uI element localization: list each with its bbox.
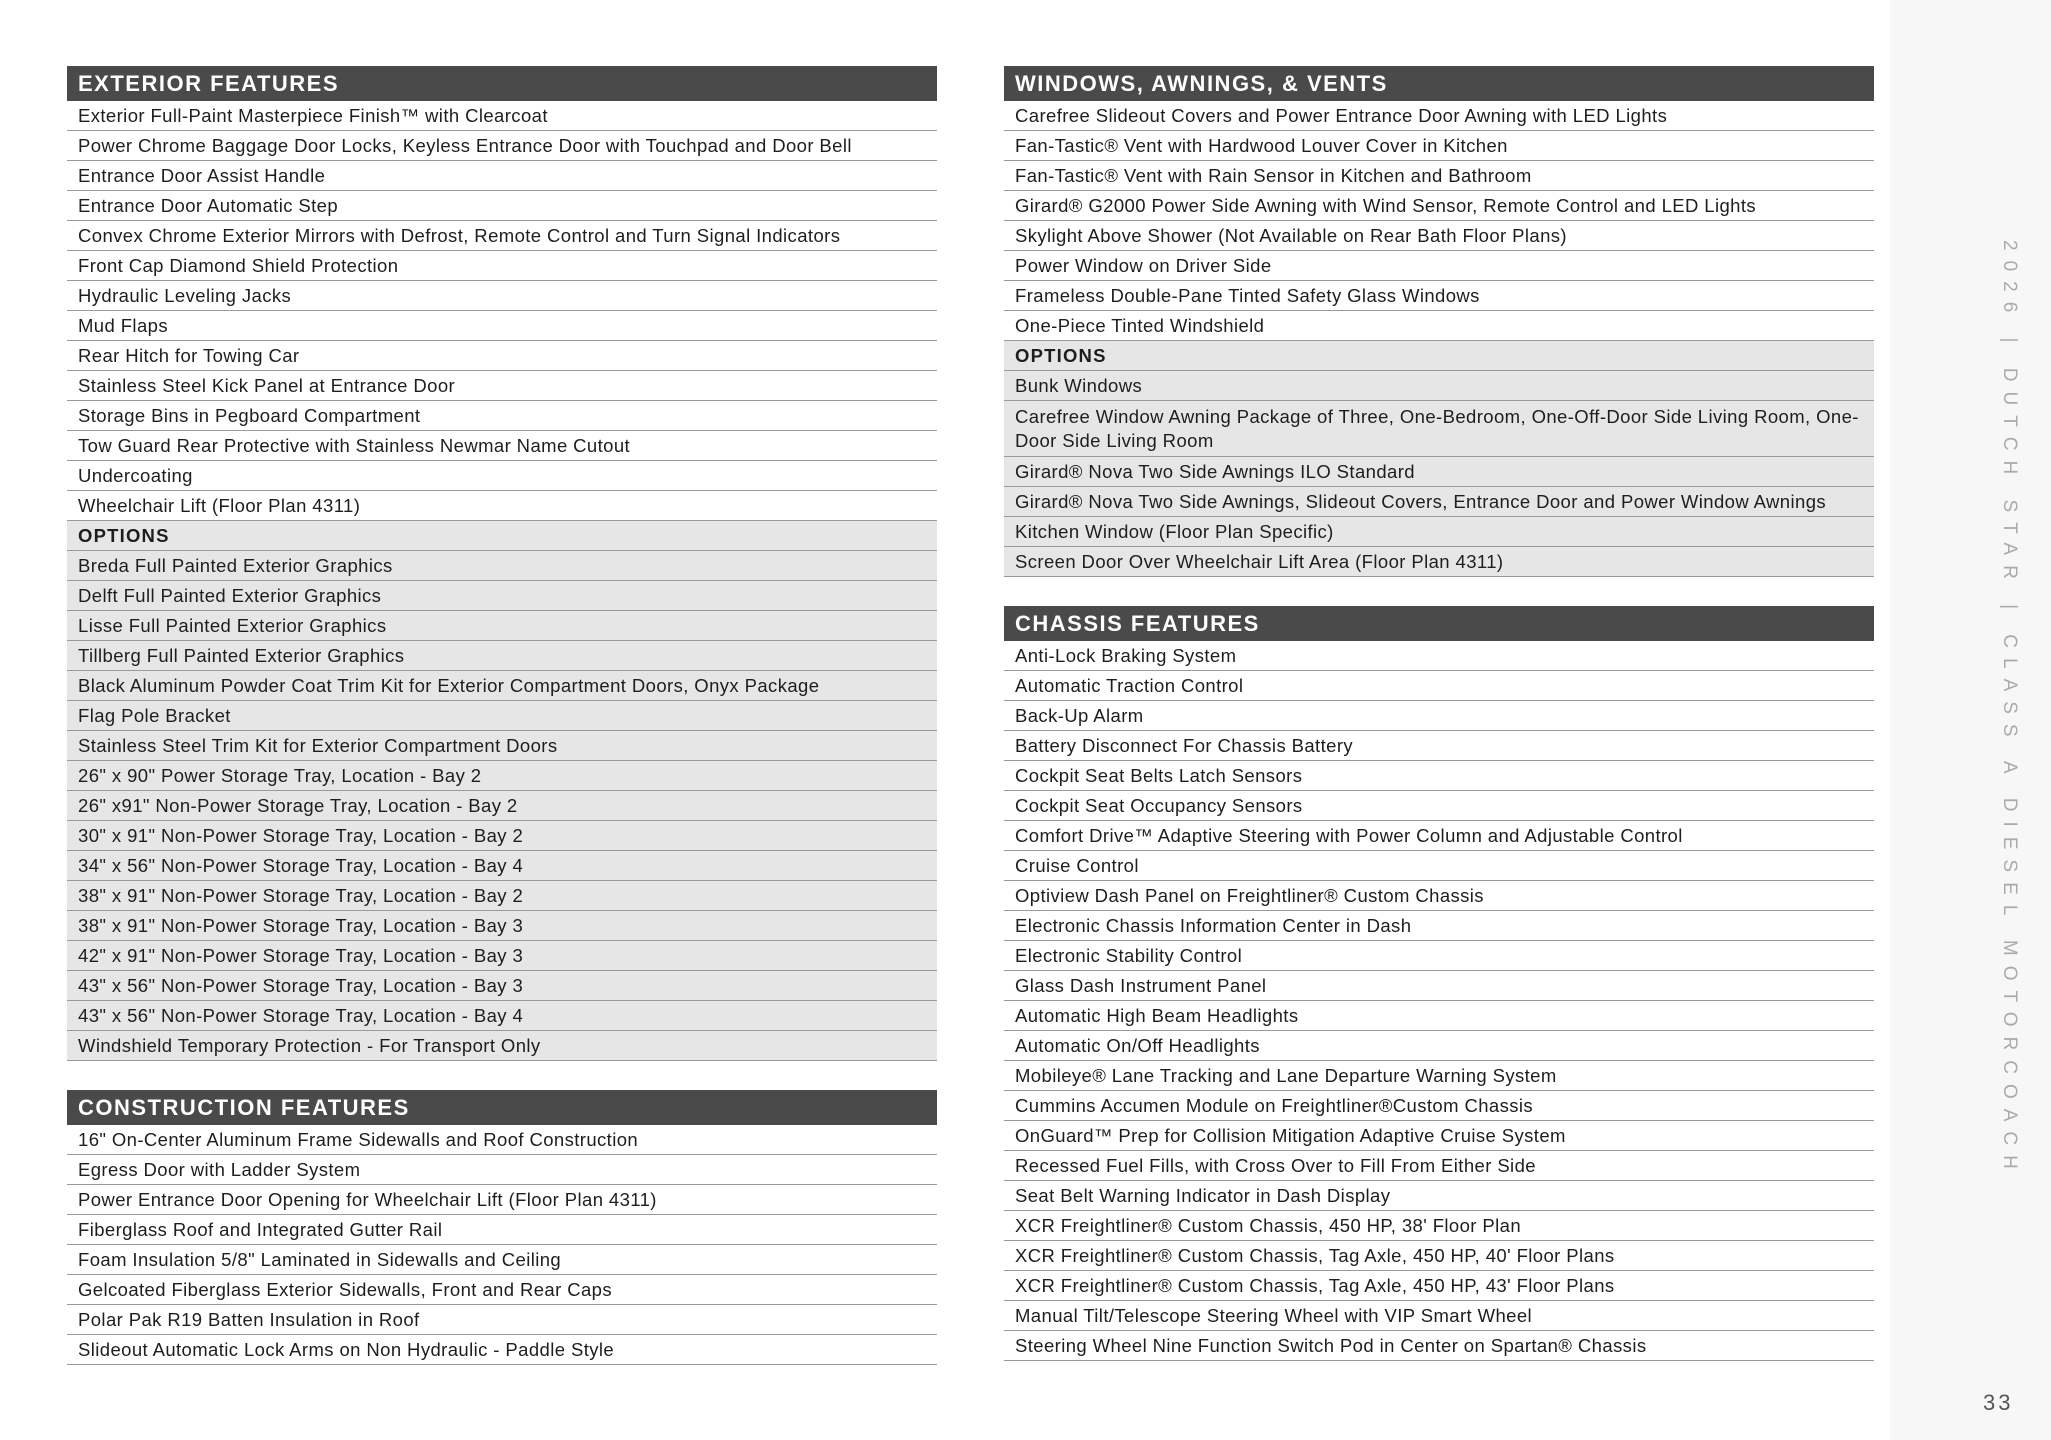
page-number: 33 [1983,1390,2014,1415]
windows-awnings-vents-heading: WINDOWS, AWNINGS, & VENTS [1004,66,1874,101]
feature-item: Entrance Door Automatic Step [67,191,937,221]
feature-item: Back-Up Alarm [1004,701,1874,731]
feature-item: 30" x 91" Non-Power Storage Tray, Location - Bay 2 [67,821,937,851]
exterior-features-heading: EXTERIOR FEATURES [67,66,937,101]
feature-item: Skylight Above Shower (Not Available on Rear Bath Floor Plans) [1004,221,1874,251]
construction-features-list [67,1125,937,1365]
feature-item: Girard® Nova Two Side Awnings ILO Standard [1004,457,1874,487]
feature-item: Anti-Lock Braking System [1004,641,1874,671]
feature-item: Girard® G2000 Power Side Awning with Wind Sensor, Remote Control and LED Lights [1004,191,1874,221]
feature-item: Tillberg Full Painted Exterior Graphics [67,641,937,671]
feature-item: Carefree Window Awning Package of Three, One-Bedroom, One-Off-Door Side Living Room, One-Door Side Living Room [1004,401,1874,457]
feature-item: Gelcoated Fiberglass Exterior Sidewalls, Front and Rear Caps [67,1275,937,1305]
feature-item: Power Chrome Baggage Door Locks, Keyless Entrance Door with Touchpad and Door Bell [67,131,937,161]
chassis-features-list [1004,641,1874,1361]
feature-item: Windshield Temporary Protection - For Transport Only [67,1031,937,1061]
feature-item: Fan-Tastic® Vent with Hardwood Louver Cover in Kitchen [1004,131,1874,161]
feature-item: Front Cap Diamond Shield Protection [67,251,937,281]
feature-item: Screen Door Over Wheelchair Lift Area (Floor Plan 4311) [1004,547,1874,577]
right-column [1004,66,1874,1390]
side-band [1890,0,2051,1440]
feature-item: Hydraulic Leveling Jacks [67,281,937,311]
feature-item: Wheelchair Lift (Floor Plan 4311) [67,491,937,521]
feature-item: Cummins Accumen Module on Freightliner®Custom Chassis [1004,1091,1874,1121]
feature-item: Egress Door with Ladder System [67,1155,937,1185]
feature-item: XCR Freightliner® Custom Chassis, Tag Axle, 450 HP, 40' Floor Plans [1004,1241,1874,1271]
feature-item: 26" x 90" Power Storage Tray, Location - Bay 2 [67,761,937,791]
left-column [67,66,937,1394]
feature-item: 38" x 91" Non-Power Storage Tray, Location - Bay 2 [67,881,937,911]
feature-item: Comfort Drive™ Adaptive Steering with Power Column and Adjustable Control [1004,821,1874,851]
feature-item: Exterior Full-Paint Masterpiece Finish™ with Clearcoat [67,101,937,131]
feature-item: Manual Tilt/Telescope Steering Wheel with VIP Smart Wheel [1004,1301,1874,1331]
exterior-options-block [67,521,937,1061]
feature-item: Steering Wheel Nine Function Switch Pod in Center on Spartan® Chassis [1004,1331,1874,1361]
feature-item: 38" x 91" Non-Power Storage Tray, Location - Bay 3 [67,911,937,941]
feature-item: Battery Disconnect For Chassis Battery [1004,731,1874,761]
construction-features-section [67,1090,937,1365]
feature-item: Power Window on Driver Side [1004,251,1874,281]
feature-item: Automatic On/Off Headlights [1004,1031,1874,1061]
feature-item: Tow Guard Rear Protective with Stainless Newmar Name Cutout [67,431,937,461]
windows-features-list [1004,101,1874,341]
feature-item: Seat Belt Warning Indicator in Dash Display [1004,1181,1874,1211]
feature-item: Mud Flaps [67,311,937,341]
feature-item: Cockpit Seat Belts Latch Sensors [1004,761,1874,791]
feature-item: Fan-Tastic® Vent with Rain Sensor in Kitchen and Bathroom [1004,161,1874,191]
chassis-features-heading: CHASSIS FEATURES [1004,606,1874,641]
feature-item: Mobileye® Lane Tracking and Lane Departure Warning System [1004,1061,1874,1091]
feature-item: Lisse Full Painted Exterior Graphics [67,611,937,641]
feature-item: Convex Chrome Exterior Mirrors with Defrost, Remote Control and Turn Signal Indicators [67,221,937,251]
feature-item: 43" x 56" Non-Power Storage Tray, Location - Bay 4 [67,1001,937,1031]
feature-item: XCR Freightliner® Custom Chassis, Tag Axle, 450 HP, 43' Floor Plans [1004,1271,1874,1301]
feature-item: Undercoating [67,461,937,491]
feature-item: One-Piece Tinted Windshield [1004,311,1874,341]
windows-options-label: OPTIONS [1004,341,1874,371]
feature-item: Rear Hitch for Towing Car [67,341,937,371]
construction-features-heading: CONSTRUCTION FEATURES [67,1090,937,1125]
feature-item: Storage Bins in Pegboard Compartment [67,401,937,431]
feature-item: Cruise Control [1004,851,1874,881]
feature-item: Entrance Door Assist Handle [67,161,937,191]
feature-item: 34" x 56" Non-Power Storage Tray, Location - Bay 4 [67,851,937,881]
feature-item: Optiview Dash Panel on Freightliner® Custom Chassis [1004,881,1874,911]
feature-item: Electronic Chassis Information Center in Dash [1004,911,1874,941]
feature-item: Slideout Automatic Lock Arms on Non Hydraulic - Paddle Style [67,1335,937,1365]
exterior-features-section [67,66,937,1061]
feature-item: Automatic Traction Control [1004,671,1874,701]
windows-options-block [1004,341,1874,577]
feature-item: Breda Full Painted Exterior Graphics [67,551,937,581]
feature-item: Stainless Steel Trim Kit for Exterior Compartment Doors [67,731,937,761]
feature-item: Frameless Double-Pane Tinted Safety Glass Windows [1004,281,1874,311]
feature-item: Power Entrance Door Opening for Wheelchair Lift (Floor Plan 4311) [67,1185,937,1215]
feature-item: Polar Pak R19 Batten Insulation in Roof [67,1305,937,1335]
feature-item: Kitchen Window (Floor Plan Specific) [1004,517,1874,547]
windows-awnings-vents-section [1004,66,1874,577]
feature-item: Delft Full Painted Exterior Graphics [67,581,937,611]
feature-item: 42" x 91" Non-Power Storage Tray, Location - Bay 3 [67,941,937,971]
feature-item: Recessed Fuel Fills, with Cross Over to Fill From Either Side [1004,1151,1874,1181]
exterior-options-list [67,551,937,1061]
feature-item: Fiberglass Roof and Integrated Gutter Rail [67,1215,937,1245]
feature-item: Automatic High Beam Headlights [1004,1001,1874,1031]
vertical-brochure-title: 2026 | DUTCH STAR | CLASS A DIESEL MOTORCOACH [1999,240,2020,1179]
exterior-features-list [67,101,937,521]
chassis-features-section [1004,606,1874,1361]
feature-item: 26" x91" Non-Power Storage Tray, Location - Bay 2 [67,791,937,821]
feature-item: Bunk Windows [1004,371,1874,401]
feature-item: Girard® Nova Two Side Awnings, Slideout Covers, Entrance Door and Power Window Awnings [1004,487,1874,517]
feature-item: Cockpit Seat Occupancy Sensors [1004,791,1874,821]
feature-item: 43" x 56" Non-Power Storage Tray, Location - Bay 3 [67,971,937,1001]
exterior-options-label: OPTIONS [67,521,937,551]
feature-item: Stainless Steel Kick Panel at Entrance Door [67,371,937,401]
feature-item: Foam Insulation 5/8" Laminated in Sidewalls and Ceiling [67,1245,937,1275]
feature-item: Carefree Slideout Covers and Power Entrance Door Awning with LED Lights [1004,101,1874,131]
feature-item: Flag Pole Bracket [67,701,937,731]
windows-options-list [1004,371,1874,577]
feature-item: OnGuard™ Prep for Collision Mitigation Adaptive Cruise System [1004,1121,1874,1151]
feature-item: Electronic Stability Control [1004,941,1874,971]
feature-item: XCR Freightliner® Custom Chassis, 450 HP, 38' Floor Plan [1004,1211,1874,1241]
feature-item: Black Aluminum Powder Coat Trim Kit for Exterior Compartment Doors, Onyx Package [67,671,937,701]
feature-item: Glass Dash Instrument Panel [1004,971,1874,1001]
feature-item: 16" On-Center Aluminum Frame Sidewalls and Roof Construction [67,1125,937,1155]
